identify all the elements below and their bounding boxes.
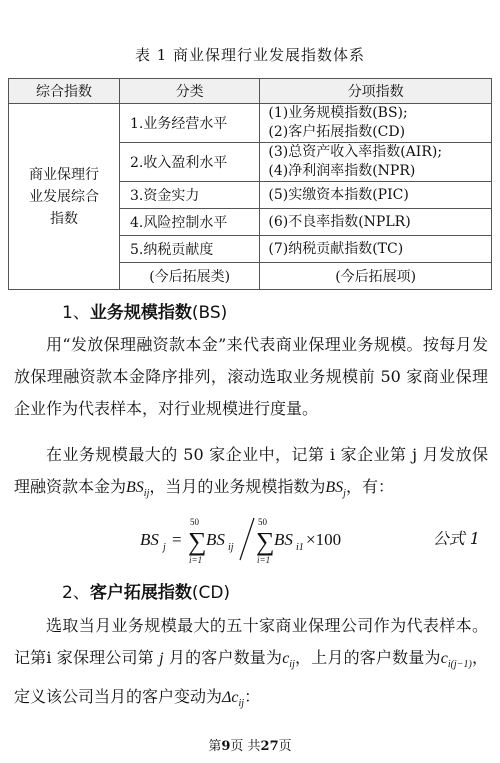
var-bs-j: $BS_j$ [325, 479, 346, 499]
sum-lower-2: i=1 [257, 555, 271, 565]
section-heading-business-scale: 1、业务规模指数(BS) [62, 303, 228, 323]
sub-index-cell: (3)总资产收入率指数(AIR); (4)净利润率指数(NPR) [260, 143, 492, 182]
formula-graphic [0, 512, 500, 568]
sub-index-cell: (1)业务规模指数(BS); (2)客户拓展指数(CD) [260, 104, 492, 143]
svg-text:=: = [172, 530, 182, 549]
sum-upper-2: 50 [258, 517, 267, 527]
table-header-row [9, 79, 492, 104]
index-system-table [8, 78, 492, 290]
paragraph-scale-definition: 用“发放保理融资款本金”来代表商业保理业务规模。按每月发放保理融资款本金降序排列，滚动选取业务规模前 50 家商业保理企业作为代表样本，对行业规模进行度量。 [14, 335, 488, 418]
page-footer: 第9页 共27页 [208, 739, 292, 754]
composite-index-cell: 商业保理行 业发展综合 指数 [9, 104, 120, 290]
svg-text:BS: BS [274, 530, 293, 549]
var-c-ij: $c_{ij}$ [282, 650, 295, 670]
page-total: 27 [260, 739, 279, 754]
sub-index-cell: (6)不良率指数(NPLR) [260, 209, 492, 236]
table-row [9, 104, 492, 143]
svg-text:∑: ∑ [188, 527, 207, 556]
formula-factor: ×100 [306, 530, 342, 549]
section-heading-customer-expansion: 2、客户拓展指数(CD) [62, 583, 231, 603]
page-number: 9 [221, 739, 231, 754]
sub-index-cell: (5)实缴资本指数(PIC) [260, 182, 492, 209]
formula-1 [0, 512, 500, 568]
svg-text:j: j [163, 542, 166, 553]
header-sub-index: 分项指数 [260, 79, 492, 104]
sub-index-cell: (7)纳税贡献指数(TC) [260, 236, 492, 263]
sum-upper-1: 50 [190, 517, 199, 527]
paragraph-customer-definition: 选取当月业务规模最大的五十家商业保理公司作为代表样本。记第i 家保理公司第 j 月的客户数量为$c_{ij}$，上月的客户数量为$c_{i(j-1)}$，定义该公司当月的客户变动为$\Delta c_{ij}$： [14, 616, 488, 709]
category-cell: 3.资金实力 [120, 182, 260, 209]
paragraph-scale-notation: 在业务规模最大的 50 家企业中，记第 i 家企业第 j 月发放保理融资款本金为$BS_{ij}$，当月的业务规模指数为$BS_j$，有： [14, 445, 488, 499]
svg-text:BS: BS [206, 530, 225, 549]
header-category: 分类 [120, 79, 260, 104]
formula-label: 公式 1 [432, 529, 480, 548]
sum-lower-1: i=1 [189, 555, 203, 565]
category-cell: 5.纳税贡献度 [120, 236, 260, 263]
svg-text:∑: ∑ [256, 527, 275, 556]
header-composite: 综合指数 [9, 79, 120, 104]
var-delta-c: $\Delta c_{ij}$ [222, 689, 245, 709]
category-cell: 1.业务经营水平 [120, 104, 260, 143]
category-cell: 4.风险控制水平 [120, 209, 260, 236]
sub-index-cell: (今后拓展项) [260, 263, 492, 290]
category-cell: (今后拓展类) [120, 263, 260, 290]
var-c-prev: $c_{i(j-1)}$ [440, 650, 472, 670]
svg-text:ij: ij [228, 542, 234, 553]
table-title: 表 1 商业保理行业发展指数体系 [134, 46, 366, 64]
formula-lhs: BS [140, 530, 159, 549]
var-bs-ij: $BS_{ij}$ [126, 479, 150, 499]
svg-text:i1: i1 [296, 542, 304, 553]
category-cell: 2.收入盈利水平 [120, 143, 260, 182]
